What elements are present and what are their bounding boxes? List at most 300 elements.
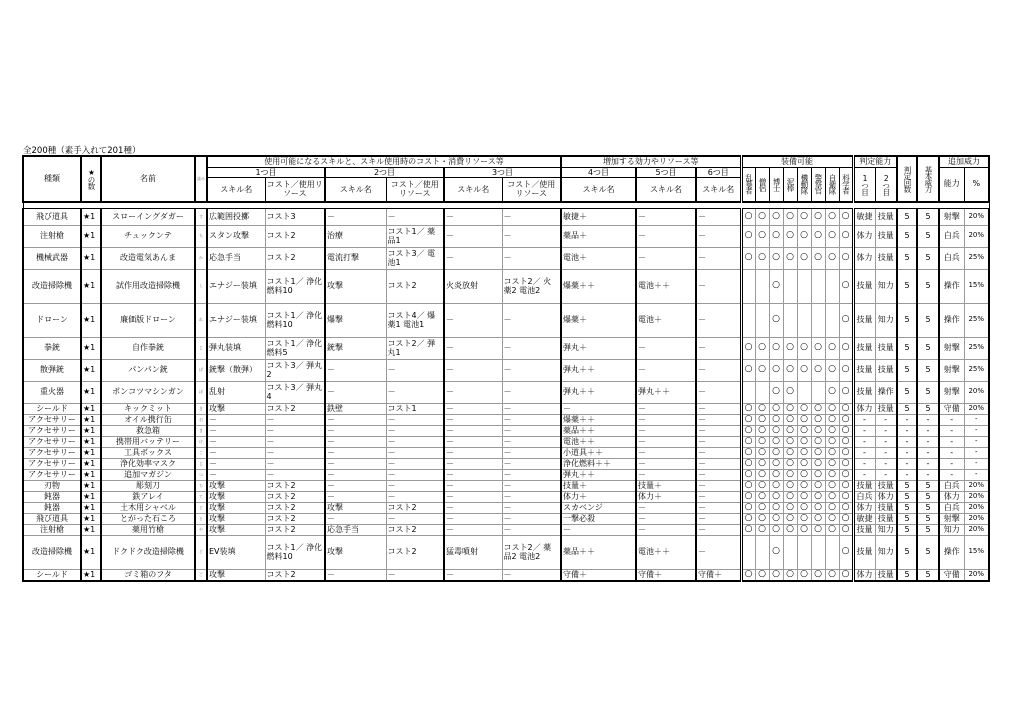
cell-equip-1: ○ (755, 425, 769, 436)
cell-base-power: 5 (917, 513, 939, 524)
cell-skill5: － (636, 247, 696, 269)
cell-equip-5: ○ (811, 569, 825, 581)
cell-skill3: － (444, 414, 502, 425)
cell-stars: ★1 (81, 359, 101, 381)
cell-judge2: 体力 (875, 491, 897, 502)
cell-skill6: － (696, 491, 741, 502)
cell-cost2: － (386, 458, 444, 469)
header-judge2: 2つ目 (875, 167, 897, 202)
cell-judge2: 技量 (875, 208, 897, 225)
cell-type: 注射槍 (23, 524, 81, 535)
cell-stars: ★1 (81, 569, 101, 581)
cell-skill4: 薬品＋＋ (561, 535, 636, 569)
cell-skill2: 治療 (325, 225, 386, 247)
cell-extra-pct: 20% (964, 381, 989, 403)
cell-skill3: － (444, 458, 502, 469)
cell-skill4: 電池＋＋ (561, 436, 636, 447)
cell-skill6: 守備＋ (696, 569, 741, 581)
cell-skill2: － (325, 469, 386, 480)
cell-reading: ち (195, 480, 207, 491)
cell-cost2: － (386, 569, 444, 581)
cell-base-power: 5 (917, 403, 939, 414)
cell-equip-1: ○ (755, 403, 769, 414)
cell-equip-7: ○ (839, 524, 853, 535)
cell-equip-1: ○ (755, 414, 769, 425)
cell-skill1: エナジー装填 (207, 269, 265, 303)
cell-cost1: コスト2 (265, 225, 325, 247)
cell-type: アクセサリー (23, 458, 81, 469)
cell-extra-pct: - (964, 458, 989, 469)
cell-cost1: － (265, 436, 325, 447)
table-row (23, 425, 989, 436)
cell-skill2: － (325, 513, 386, 524)
cell-name: 廉価版ドローン (101, 303, 195, 337)
cell-cost3: － (502, 491, 561, 502)
cell-cost3: － (502, 447, 561, 458)
cell-skill2: 応急手当 (325, 524, 386, 535)
cell-base-power: 5 (917, 247, 939, 269)
cell-skill3: － (444, 225, 502, 247)
cell-skill4: スカベンジ (561, 502, 636, 513)
cell-equip-3: ○ (783, 491, 797, 502)
cell-equip-2: ○ (769, 458, 783, 469)
cell-equip-2: ○ (769, 447, 783, 458)
cell-reading: お (195, 414, 207, 425)
cell-equip-2: ○ (769, 403, 783, 414)
table-row (23, 337, 989, 359)
cell-extra-ability: 白兵 (939, 225, 964, 247)
cell-base-power: 5 (917, 269, 939, 303)
cell-base-power: 5 (917, 208, 939, 225)
header-extra-pct: % (964, 167, 989, 202)
cell-equip-1: ○ (755, 513, 769, 524)
table-row (23, 208, 989, 225)
cell-name: スローイングダガー (101, 208, 195, 225)
cell-skill5: － (636, 469, 696, 480)
cell-extra-ability: - (939, 436, 964, 447)
cell-equip-3 (783, 303, 797, 337)
cell-equip-4 (797, 303, 811, 337)
header-boost-group: 増加する効力やリソース等 (561, 156, 741, 167)
cell-skill5: 技量＋ (636, 480, 696, 491)
cell-skill3: － (444, 403, 502, 414)
cell-skill1: 攻撃 (207, 513, 265, 524)
cell-cost1: コスト2 (265, 403, 325, 414)
cell-judge-count: 5 (897, 359, 917, 381)
cell-extra-ability: 知力 (939, 524, 964, 535)
cell-equip-0: ○ (741, 524, 755, 535)
cell-judge1: 技量 (853, 480, 875, 491)
cell-reading: か (195, 247, 207, 269)
cell-cost3: － (502, 502, 561, 513)
cell-base-power: - (917, 447, 939, 458)
cell-equip-4: ○ (797, 569, 811, 581)
cell-judge-count: 5 (897, 303, 917, 337)
cell-type: アクセサリー (23, 436, 81, 447)
cell-stars: ★1 (81, 208, 101, 225)
cell-stars: ★1 (81, 535, 101, 569)
cell-skill1: － (207, 469, 265, 480)
cell-skill2: － (325, 208, 386, 225)
cell-equip-3: ○ (783, 513, 797, 524)
cell-cost3: － (502, 513, 561, 524)
cell-extra-ability: 射撃 (939, 208, 964, 225)
cell-extra-pct: 20% (964, 480, 989, 491)
table-row (23, 480, 989, 491)
cell-equip-7: ○ (839, 469, 853, 480)
cell-skill3: － (444, 447, 502, 458)
cell-equip-2: ○ (769, 225, 783, 247)
cell-name: ポンコツマシンガン (101, 381, 195, 403)
cell-judge-count: 5 (897, 225, 917, 247)
cell-extra-ability: - (939, 414, 964, 425)
cell-equip-6: ○ (825, 414, 839, 425)
table-row (23, 491, 989, 502)
cell-type: 鈍器 (23, 502, 81, 513)
cell-cost1: コスト3／ 弾丸4 (265, 381, 325, 403)
cell-judge2: 技量 (875, 225, 897, 247)
cell-equip-4 (797, 381, 811, 403)
cell-name: 携帯用バッテリー (101, 436, 195, 447)
cell-base-power: - (917, 458, 939, 469)
cell-skill2: 銃撃 (325, 337, 386, 359)
cell-judge-count: 5 (897, 491, 917, 502)
cell-equip-7: ○ (839, 225, 853, 247)
cell-type: 改造掃除機 (23, 269, 81, 303)
cell-equip-3: ○ (783, 414, 797, 425)
cell-stars: ★1 (81, 303, 101, 337)
cell-skill1: － (207, 436, 265, 447)
cell-base-power: 5 (917, 381, 939, 403)
cell-extra-ability: 射撃 (939, 513, 964, 524)
cell-skill4: 技量＋ (561, 480, 636, 491)
cell-equip-2: ○ (769, 303, 783, 337)
cell-equip-6 (825, 269, 839, 303)
cell-base-power: 5 (917, 569, 939, 581)
cell-cost2: － (386, 491, 444, 502)
cell-skill6: － (696, 381, 741, 403)
header-slot5: 5つ目 (636, 167, 696, 178)
cell-skill2: － (325, 425, 386, 436)
cell-skill6: － (696, 359, 741, 381)
cell-name: 薬用竹槍 (101, 524, 195, 535)
cell-equip-6 (825, 303, 839, 337)
cell-equip-1: ○ (755, 436, 769, 447)
header-class-sdf: 自衛隊 (825, 167, 839, 202)
header-type: 種類 (23, 156, 81, 202)
cell-cost1: コスト2 (265, 480, 325, 491)
header-skills-group: 使用可能になるスキルと、スキル使用時のコスト・消費リソース等 (207, 156, 561, 167)
cell-judge1: 体力 (853, 225, 875, 247)
cell-skill5: － (636, 502, 696, 513)
cell-equip-1: ○ (755, 480, 769, 491)
cell-skill1: エナジー装填 (207, 303, 265, 337)
cell-judge2: - (875, 414, 897, 425)
cell-cost1: コスト3／ 弾丸2 (265, 359, 325, 381)
cell-equip-1: ○ (755, 225, 769, 247)
cell-skill5: － (636, 458, 696, 469)
cell-skill6: － (696, 269, 741, 303)
cell-extra-ability: 守備 (939, 403, 964, 414)
cell-reading: こ (195, 447, 207, 458)
cell-reading: れ (195, 303, 207, 337)
cell-skill4: 薬品＋＋ (561, 425, 636, 436)
cell-equip-2: ○ (769, 247, 783, 269)
cell-equip-7: ○ (839, 414, 853, 425)
cell-equip-7: ○ (839, 425, 853, 436)
cell-extra-pct: 20% (964, 491, 989, 502)
cell-base-power: 5 (917, 535, 939, 569)
cell-skill2: 攻撃 (325, 535, 386, 569)
table-row (23, 359, 989, 381)
cell-cost2: － (386, 436, 444, 447)
cell-equip-6: ○ (825, 447, 839, 458)
cell-equip-0: ○ (741, 480, 755, 491)
cell-base-power: 5 (917, 491, 939, 502)
cell-cost1: － (265, 425, 325, 436)
cell-equip-3 (783, 269, 797, 303)
cell-equip-4: ○ (797, 513, 811, 524)
cell-skill2: － (325, 436, 386, 447)
cell-reading: ぽ (195, 381, 207, 403)
cell-skill6: － (696, 524, 741, 535)
cell-equip-5: ○ (811, 359, 825, 381)
cell-type: 注射槍 (23, 225, 81, 247)
cell-skill1: － (207, 425, 265, 436)
cell-equip-2: ○ (769, 480, 783, 491)
cell-equip-5 (811, 269, 825, 303)
cell-equip-7: ○ (839, 208, 853, 225)
cell-cost1: コスト1／ 浄化燃料10 (265, 535, 325, 569)
cell-skill4: 弾丸＋＋ (561, 359, 636, 381)
cell-equip-5: ○ (811, 436, 825, 447)
cell-skill4: 敏捷＋ (561, 208, 636, 225)
cell-skill5: － (636, 208, 696, 225)
cell-cost2: コスト4／ 爆薬1 電池1 (386, 303, 444, 337)
cell-extra-ability: - (939, 425, 964, 436)
cell-judge-count: - (897, 458, 917, 469)
cell-equip-0: ○ (741, 436, 755, 447)
header-extra-ability: 能力 (939, 167, 964, 202)
table-row (23, 303, 989, 337)
header-judge-count: 判定回数 (897, 156, 917, 202)
header-name: 名前 (101, 156, 195, 202)
header-stars: ★の数 (81, 156, 101, 202)
cell-judge1: 敏捷 (853, 513, 875, 524)
cell-equip-1 (755, 381, 769, 403)
cell-judge-count: - (897, 414, 917, 425)
table-row (23, 513, 989, 524)
cell-equip-4: ○ (797, 524, 811, 535)
cell-name: ドクドク改造掃除機 (101, 535, 195, 569)
cell-type: 拳銃 (23, 337, 81, 359)
cell-skill5: 電池＋＋ (636, 535, 696, 569)
cell-equip-7: ○ (839, 569, 853, 581)
cell-equip-0: ○ (741, 414, 755, 425)
cell-equip-4: ○ (797, 247, 811, 269)
cell-equip-5: ○ (811, 247, 825, 269)
cell-cost1: コスト1／ 浄化燃料5 (265, 337, 325, 359)
cell-equip-4 (797, 269, 811, 303)
cell-equip-3: ○ (783, 359, 797, 381)
cell-judge1: - (853, 469, 875, 480)
cell-skill2: － (325, 447, 386, 458)
cell-equip-3 (783, 535, 797, 569)
cell-skill5: 電池＋ (636, 303, 696, 337)
cell-skill5: 体力＋ (636, 491, 696, 502)
cell-judge2: 知力 (875, 303, 897, 337)
cell-equip-6: ○ (825, 425, 839, 436)
cell-skill5: － (636, 425, 696, 436)
header-skill3: スキル名 (444, 178, 502, 202)
cell-equip-4: ○ (797, 458, 811, 469)
cell-judge1: 体力 (853, 247, 875, 269)
cell-type: 散弾銃 (23, 359, 81, 381)
cell-cost3: － (502, 359, 561, 381)
header-base-power: 基本威力 (917, 156, 939, 202)
cell-skill3: － (444, 247, 502, 269)
cell-skill2: － (325, 480, 386, 491)
cell-skill4: 一撃必殺 (561, 513, 636, 524)
cell-equip-4: ○ (797, 337, 811, 359)
cell-judge1: - (853, 414, 875, 425)
cell-equip-3: ○ (783, 225, 797, 247)
cell-skill3: － (444, 303, 502, 337)
cell-skill2: － (325, 491, 386, 502)
cell-skill3: － (444, 513, 502, 524)
cell-name: 追加マガジン (101, 469, 195, 480)
cell-equip-6: ○ (825, 524, 839, 535)
cell-judge1: 技量 (853, 524, 875, 535)
cell-skill6: － (696, 513, 741, 524)
cell-equip-0: ○ (741, 469, 755, 480)
cell-skill4: 弾丸＋＋ (561, 381, 636, 403)
cell-cost1: － (265, 458, 325, 469)
cell-type: 改造掃除機 (23, 535, 81, 569)
cell-judge1: - (853, 447, 875, 458)
cell-equip-5 (811, 303, 825, 337)
cell-extra-ability: 白兵 (939, 247, 964, 269)
cell-extra-pct: 25% (964, 247, 989, 269)
cell-type: 刃物 (23, 480, 81, 491)
cell-reading: じ (195, 337, 207, 359)
cell-type: アクセサリー (23, 414, 81, 425)
cell-type: 飛び道具 (23, 208, 81, 225)
header-skill5: スキル名 (636, 178, 696, 202)
cell-type: 鈍器 (23, 491, 81, 502)
cell-equip-4: ○ (797, 480, 811, 491)
cell-cost3: － (502, 458, 561, 469)
cell-equip-4: ○ (797, 447, 811, 458)
cell-equip-1: ○ (755, 247, 769, 269)
cell-skill4: 弾丸＋ (561, 337, 636, 359)
cell-skill6: － (696, 337, 741, 359)
cell-equip-7: ○ (839, 381, 853, 403)
cell-equip-5: ○ (811, 447, 825, 458)
cell-stars: ★1 (81, 247, 101, 269)
cell-judge-count: - (897, 436, 917, 447)
cell-skill3: － (444, 502, 502, 513)
cell-skill4: 体力＋ (561, 491, 636, 502)
cell-cost1: コスト3 (265, 208, 325, 225)
cell-equip-6: ○ (825, 208, 839, 225)
cell-reading: ど (195, 535, 207, 569)
cell-base-power: 5 (917, 480, 939, 491)
cell-skill4: 爆薬＋＋ (561, 269, 636, 303)
cell-stars: ★1 (81, 425, 101, 436)
cell-judge2: 技量 (875, 247, 897, 269)
cell-equip-1 (755, 535, 769, 569)
cell-skill5: 弾丸＋＋ (636, 381, 696, 403)
cell-equip-1: ○ (755, 337, 769, 359)
cell-base-power: 5 (917, 337, 939, 359)
cell-extra-ability: 体力 (939, 491, 964, 502)
cell-extra-pct: 20% (964, 225, 989, 247)
cell-equip-2: ○ (769, 269, 783, 303)
table-row (23, 458, 989, 469)
cell-equip-2: ○ (769, 524, 783, 535)
cell-extra-pct: 15% (964, 535, 989, 569)
cell-equip-5: ○ (811, 414, 825, 425)
cell-name: 自作拳銃 (101, 337, 195, 359)
cell-skill6: － (696, 208, 741, 225)
cell-equip-6: ○ (825, 403, 839, 414)
table-row (23, 225, 989, 247)
cell-equip-5: ○ (811, 425, 825, 436)
cell-equip-1 (755, 269, 769, 303)
cell-equip-4: ○ (797, 208, 811, 225)
cell-equip-7: ○ (839, 436, 853, 447)
cell-cost1: コスト1／ 浄化燃料10 (265, 303, 325, 337)
cell-skill3: － (444, 469, 502, 480)
cell-equip-3: ○ (783, 403, 797, 414)
cell-reading: ど (195, 502, 207, 513)
cell-extra-pct: 20% (964, 569, 989, 581)
cell-skill1: 広範囲投擲 (207, 208, 265, 225)
cell-judge-count: - (897, 447, 917, 458)
cell-equip-3: ○ (783, 447, 797, 458)
cell-reading: け (195, 436, 207, 447)
cell-type: アクセサリー (23, 425, 81, 436)
cell-cost3: － (502, 436, 561, 447)
cell-judge1: - (853, 436, 875, 447)
cell-skill1: － (207, 414, 265, 425)
cell-equip-1 (755, 303, 769, 337)
cell-skill5: － (636, 447, 696, 458)
table-row (23, 524, 989, 535)
cell-judge2: 技量 (875, 569, 897, 581)
cell-judge-count: 5 (897, 269, 917, 303)
cell-cost1: コスト2 (265, 513, 325, 524)
cell-cost1: － (265, 414, 325, 425)
cell-judge-count: 5 (897, 513, 917, 524)
cell-extra-pct: 20% (964, 403, 989, 414)
cell-name: 改造電気あんま (101, 247, 195, 269)
cell-judge1: - (853, 458, 875, 469)
cell-cost1: コスト2 (265, 491, 325, 502)
cell-skill6: － (696, 458, 741, 469)
cell-type: 機械武器 (23, 247, 81, 269)
cell-extra-pct: - (964, 447, 989, 458)
cell-equip-2: ○ (769, 337, 783, 359)
cell-judge-count: 5 (897, 569, 917, 581)
cell-skill6: － (696, 480, 741, 491)
cell-skill6: － (696, 403, 741, 414)
cell-skill6: － (696, 447, 741, 458)
cell-equip-6: ○ (825, 513, 839, 524)
cell-stars: ★1 (81, 269, 101, 303)
cell-skill5: － (636, 513, 696, 524)
